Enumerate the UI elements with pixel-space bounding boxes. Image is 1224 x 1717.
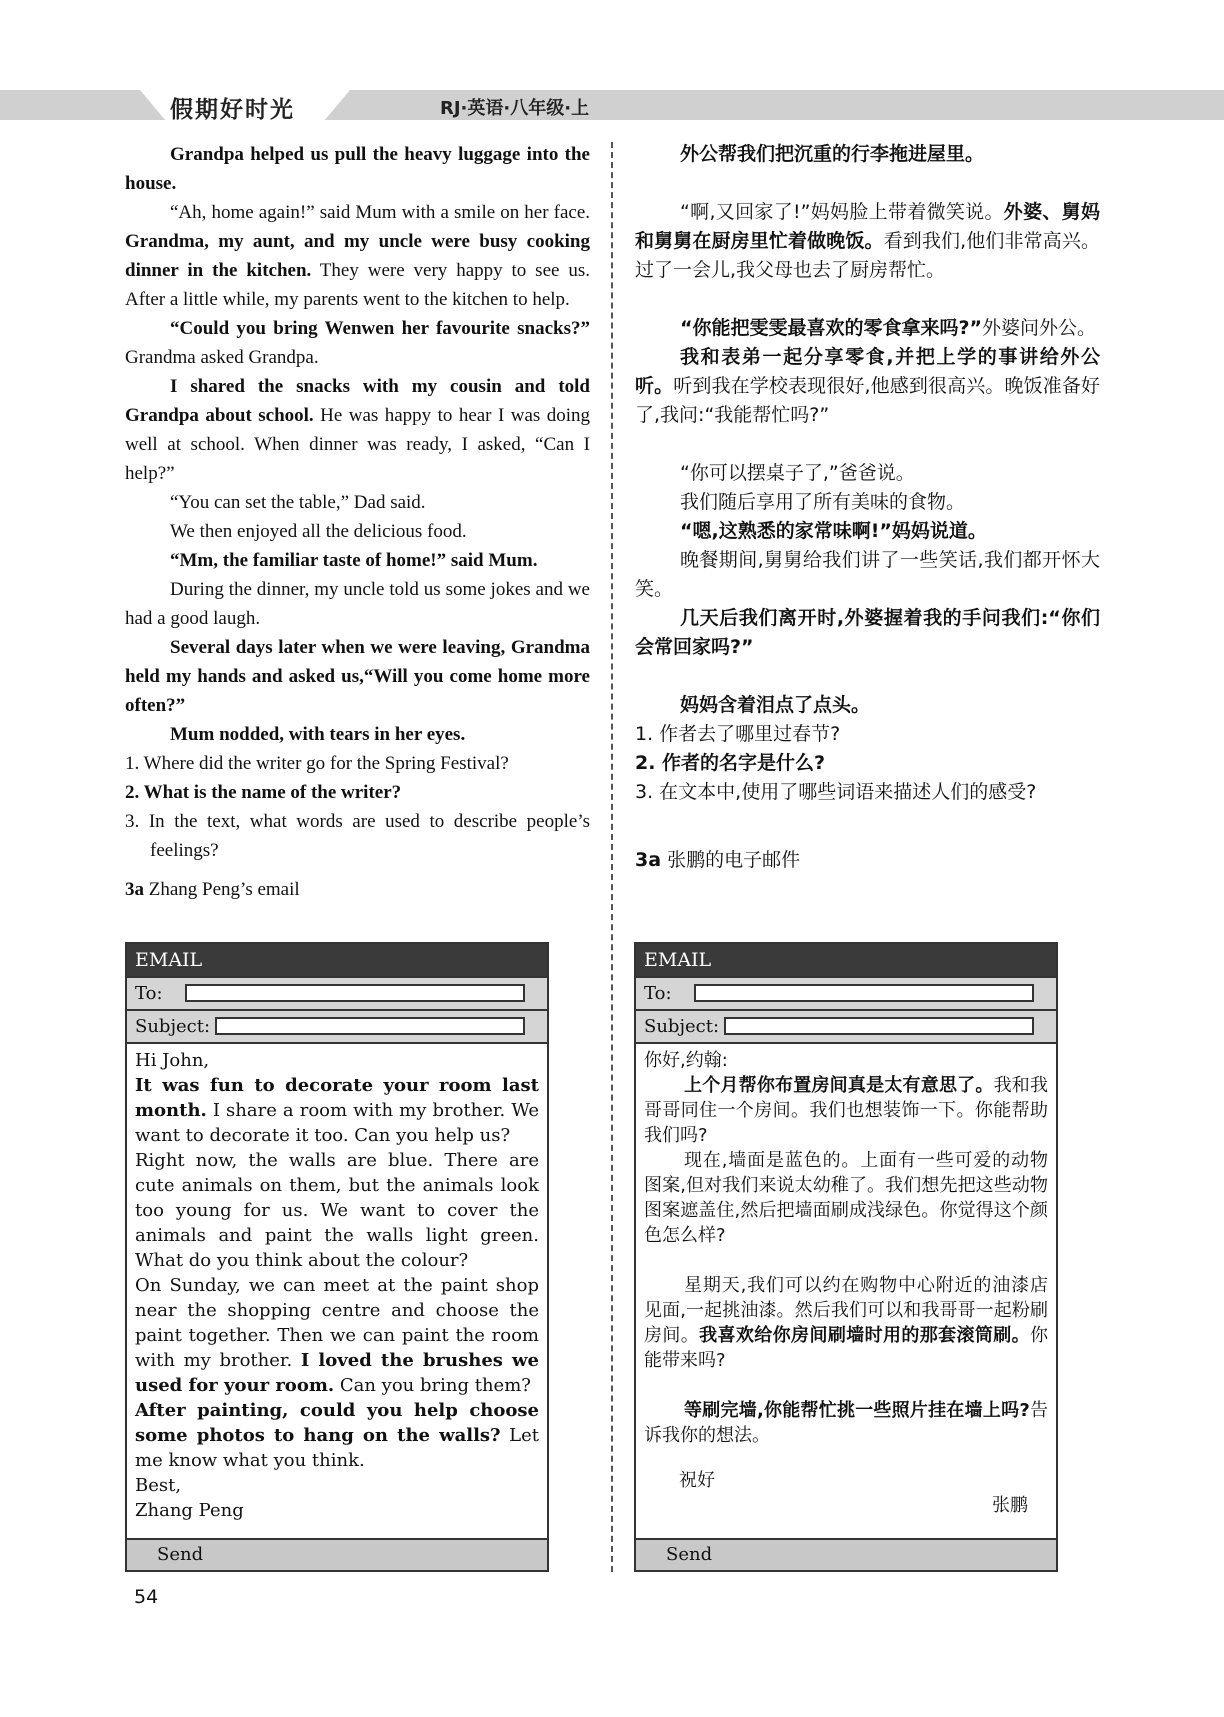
- zh-3a-label: [635, 846, 1100, 875]
- email-subject-field-en[interactable]: [215, 1017, 525, 1035]
- email-para3-en: [135, 1273, 539, 1398]
- en-paragraph-5: “You can set the table,” Dad said.: [170, 492, 426, 513]
- email-l4a-en: After painting, could you help choose some photos to hang on the walls?: [135, 1400, 539, 1446]
- email-l4a-zh: 等刷完墙,你能帮忙挑一些照片挂在墙上吗?: [684, 1400, 1030, 1421]
- en-p4a: I shared the snacks with my cousin and told Grandpa about school.: [125, 376, 590, 426]
- email-header-en: EMAIL: [127, 944, 547, 976]
- email-closing-zh: 祝好: [679, 1470, 715, 1491]
- en-paragraph-6: We then enjoyed all the delicious food.: [170, 521, 467, 542]
- email-para1-zh: [644, 1073, 1048, 1148]
- zh-paragraph-9: [635, 604, 1100, 662]
- en-paragraph-2: [125, 198, 590, 314]
- email-l3c-en: Can you bring them?: [334, 1375, 531, 1396]
- email-closing-en: Best,: [135, 1475, 182, 1496]
- email-subject-label-zh: Subject:: [644, 1016, 720, 1037]
- email-to-row-zh: [636, 976, 1056, 1009]
- email-subject-field-zh[interactable]: [724, 1017, 1034, 1035]
- zh-paragraph-8: 晚餐期间,舅舅给我们讲了一些笑话,我们都开怀大笑。: [635, 549, 1100, 600]
- chinese-column: [635, 140, 1100, 875]
- en-p3b: Grandma asked Grandpa.: [125, 347, 319, 368]
- zh-p2a: “啊,又回家了!”妈妈脸上带着微笑说。: [680, 201, 1004, 223]
- zh-3a-title: 张鹏的电子邮件: [661, 849, 801, 871]
- zh-p2c: 看到我们,他们非常高兴。过了一会儿,我父母也去了厨房帮忙。: [635, 230, 1100, 281]
- email-l3b-en: I loved the brushes we used for your room.: [135, 1350, 540, 1396]
- email-signature-zh: 张鹏: [992, 1495, 1028, 1516]
- zh-p2b: 外婆、舅妈和舅舅在厨房里忙着做晚饭。: [635, 201, 1100, 252]
- email-window-zh: [634, 942, 1058, 1572]
- email-l1b-en: I share a room with my brother. We want to decorate it too. Can you help us?: [135, 1100, 539, 1146]
- email-para1-en: [135, 1073, 539, 1148]
- email-window-en: [125, 942, 549, 1572]
- en-p10: Mum nodded, with tears in her eyes.: [170, 724, 466, 745]
- en-3a-label: [125, 875, 590, 904]
- header-title: 假期好时光: [170, 97, 295, 123]
- zh-3a-number: 3a: [635, 849, 662, 871]
- send-button-zh[interactable]: Send: [636, 1538, 1056, 1570]
- en-q2: 2. What is the name of the writer?: [125, 782, 402, 803]
- en-paragraph-7: [125, 546, 590, 575]
- zh-p7: “嗯,这熟悉的家常味啊!”妈妈说道。: [680, 520, 987, 542]
- en-p1-bold: Grandpa helped us pull the heavy luggage into the house.: [125, 144, 590, 194]
- email-l3a-zh: 星期天,我们可以约在购物中心附近的油漆店见面,一起挑油漆。然后我们可以和我哥哥一起粉刷房间。: [644, 1275, 1048, 1346]
- english-column: [125, 140, 590, 904]
- email-greeting-zh: 你好,约翰:: [644, 1050, 728, 1071]
- email-l3b-zh: 我喜欢给你房间刷墙时用的那套滚筒刷。: [699, 1325, 1031, 1346]
- zh-paragraph-3: [635, 314, 1100, 343]
- email-para2-en: Right now, the walls are blue. There are cute animals on them, but the animals look too young for us. We want to cover the animals and paint the walls light green. What do you think about the colour?: [135, 1150, 539, 1271]
- email-l4b-zh: 告诉我你的想法。: [644, 1400, 1049, 1446]
- zh-paragraph-6: 我们随后享用了所有美味的食物。: [680, 491, 966, 513]
- zh-q2: 2. 作者的名字是什么?: [635, 752, 826, 774]
- zh-paragraph-2: [635, 198, 1100, 285]
- zh-question-2: [635, 749, 1100, 778]
- email-l1a-en: It was fun to decorate your room last month.: [135, 1075, 539, 1121]
- email-header-zh: EMAIL: [636, 944, 1056, 976]
- en-paragraph-1: [125, 140, 590, 198]
- en-p2a: “Ah, home again!” said Mum with a smile on her face.: [170, 202, 590, 223]
- zh-paragraph-7: [635, 517, 1100, 546]
- email-to-field-en[interactable]: [185, 984, 525, 1002]
- en-paragraph-4: [125, 372, 590, 488]
- en-p3a: “Could you bring Wenwen her favourite snacks?”: [170, 318, 590, 339]
- email-para4-en: [135, 1398, 539, 1473]
- email-para3-zh: [644, 1273, 1048, 1373]
- email-l1a-zh: 上个月帮你布置房间真是太有意思了。: [684, 1075, 994, 1096]
- en-p4b: He was happy to hear I was doing well at school. When dinner was ready, I asked, “Can I help?”: [125, 405, 590, 484]
- email-subject-label-en: Subject:: [135, 1016, 211, 1037]
- en-question-3: 3. In the text, what words are used to describe people’s feelings?: [125, 811, 590, 861]
- page-header-banner: [0, 90, 1224, 123]
- header-subtitle: RJ·英语·八年级·上: [440, 98, 590, 119]
- email-para2-zh: 现在,墙面是蓝色的。上面有一些可爱的动物图案,但对我们来说太幼稚了。我们想先把这些动物图案遮盖住,然后把墙面刷成浅绿色。你觉得这个颜色怎么样?: [644, 1150, 1048, 1246]
- en-p7: “Mm, the familiar taste of home!” said Mum.: [170, 550, 538, 571]
- zh-p9: 几天后我们离开时,外婆握着我的手问我们:“你们会常回家吗?”: [635, 607, 1100, 658]
- en-paragraph-10: [125, 720, 590, 749]
- en-paragraph-3: [125, 314, 590, 372]
- en-p2c: They were very happy to see us. After a little while, my parents went to the kitchen to help.: [125, 260, 590, 310]
- en-3a-number: 3a: [125, 879, 144, 900]
- email-l3a-en: On Sunday, we can meet at the paint shop near the shopping centre and choose the paint together. Then we can paint the room with my brother.: [135, 1275, 539, 1371]
- en-p2b: Grandma, my aunt, and my uncle were busy cooking dinner in the kitchen.: [125, 231, 590, 281]
- zh-p4b: 听到我在学校表现很好,他感到很高兴。晚饭准备好了,我问:“我能帮忙吗?”: [635, 375, 1100, 426]
- en-paragraph-8: During the dinner, my uncle told us some jokes and we had a good laugh.: [125, 579, 590, 629]
- zh-paragraph-10: [635, 691, 1100, 720]
- email-subject-row-zh: [636, 1009, 1056, 1042]
- zh-question-3: 3. 在文本中,使用了哪些词语来描述人们的感受?: [635, 781, 1037, 803]
- send-button-en[interactable]: Send: [127, 1538, 547, 1570]
- email-greeting-en: Hi John,: [135, 1050, 210, 1071]
- email-signature-en: Zhang Peng: [135, 1500, 244, 1521]
- email-body-en[interactable]: [127, 1042, 547, 1538]
- column-divider: [611, 142, 613, 1572]
- page-number: 54: [134, 1586, 159, 1608]
- zh-p1: 外公帮我们把沉重的行李拖进屋里。: [680, 143, 985, 165]
- en-paragraph-9: [125, 633, 590, 720]
- zh-p3b: 外婆问外公。: [982, 317, 1097, 339]
- email-to-label-en: To:: [135, 983, 163, 1004]
- en-3a-title: Zhang Peng’s email: [144, 879, 300, 900]
- email-to-row-en: [127, 976, 547, 1009]
- email-body-zh[interactable]: [636, 1042, 1056, 1538]
- en-question-2: [125, 778, 590, 807]
- en-question-1: 1. Where did the writer go for the Spring Festival?: [125, 753, 509, 774]
- email-to-label-zh: To:: [644, 983, 672, 1004]
- zh-paragraph-5: “你可以摆桌子了,”爸爸说。: [680, 462, 915, 484]
- zh-p3a: “你能把雯雯最喜欢的零食拿来吗?”: [680, 317, 982, 339]
- email-to-field-zh[interactable]: [694, 984, 1034, 1002]
- zh-p10: 妈妈含着泪点了点头。: [680, 694, 871, 716]
- en-p9: Several days later when we were leaving, Grandma held my hands and asked us,“Will you come home more often?”: [125, 637, 590, 716]
- zh-p4a: 我和表弟一起分享零食,并把上学的事讲给外公听。: [635, 346, 1100, 397]
- email-para4-zh: [644, 1398, 1048, 1448]
- email-subject-row-en: [127, 1009, 547, 1042]
- email-l3c-zh: 你能带来吗?: [644, 1325, 1049, 1371]
- zh-question-1: 1. 作者去了哪里过春节?: [635, 723, 841, 745]
- email-l1b-zh: 我和我哥哥同住一个房间。我们也想装饰一下。你能帮助我们吗?: [644, 1075, 1048, 1146]
- zh-paragraph-1: [635, 140, 1100, 169]
- zh-paragraph-4: [635, 343, 1100, 430]
- email-l4b-en: Let me know what you think.: [135, 1425, 540, 1471]
